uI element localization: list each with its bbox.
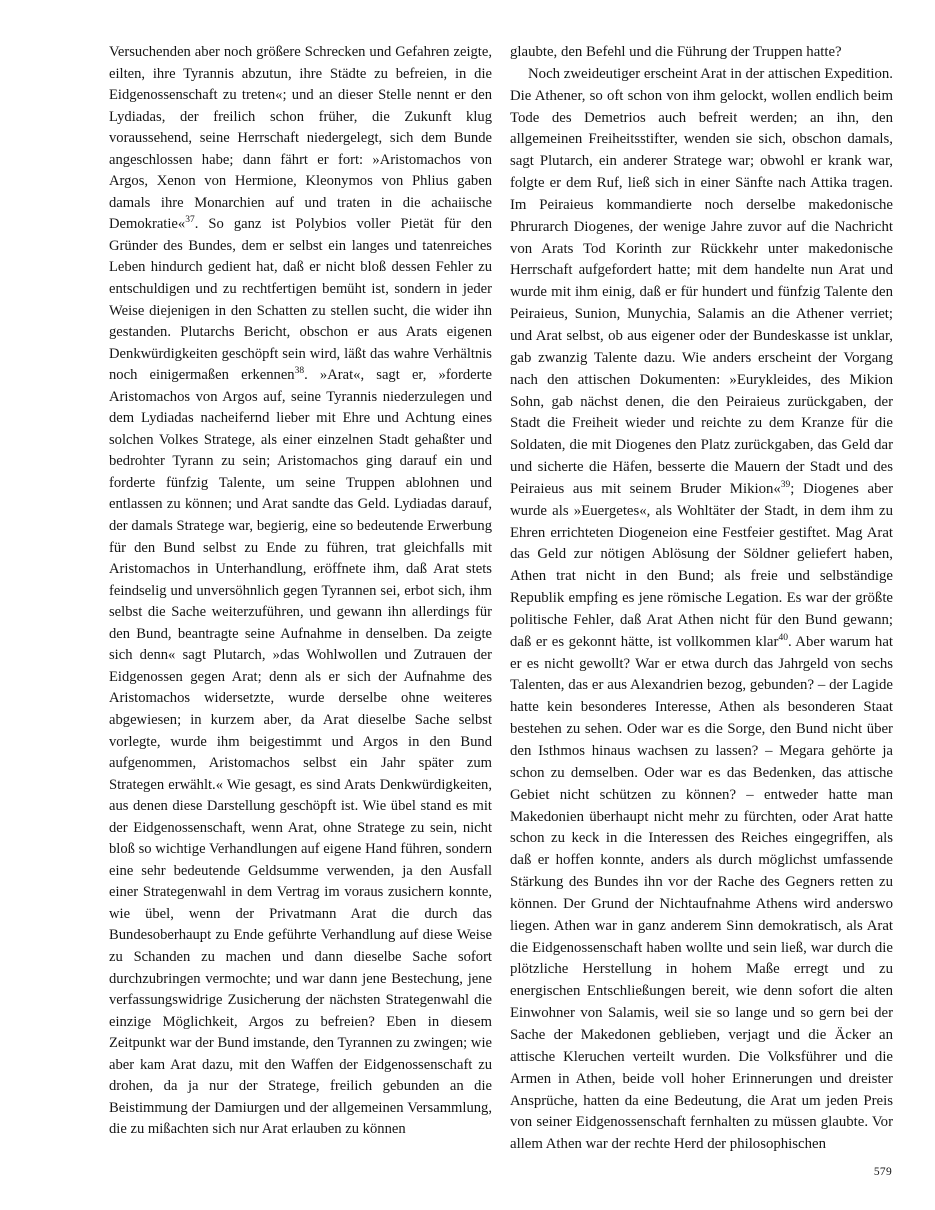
footnote-ref-37[interactable]: 37 [185, 215, 195, 226]
text-run: . So ganz ist Polybios voller Pietät für den Gründer des Bundes, dem er selbst ein langes und tatenreiches Leben hindurch gedient hat, daß er nicht bloß dessen Fehler zu entschuldigen und zu rechtfertigen bemüht ist, sondern in jeder Weise diejenigen in den Schatten zu stellen sucht, die wider ihn gestanden. Plutarchs Bericht, obschon er aus Arats eigenen Denkwürdigkeiten geschöpft sein wird, läßt das wahre Verhältnis noch einigermaßen erkennen [109, 216, 492, 384]
paragraph [109, 42, 492, 1141]
right-column [510, 42, 893, 1156]
paragraph [510, 42, 893, 64]
footnote-ref-40[interactable]: 40 [778, 632, 788, 643]
text-run: Versuchenden aber noch größere Schrecken und Gefahren zeigte, eilten, ihre Tyrannis abzutun, ihre Städte zu befreien, in die Eidgenossenschaft zu treten«; und an dieser Stelle nennt er den Lydiadas, der freilich schon früher, die Zukunft klug voraussehend, seine Herrschaft niedergelegt, sich dem Bunde angeschlossen habe; dann fährt er fort: »Aristomachos von Argos, Xenon von Hermione, Kleonymos von Phlius gaben damals ihre Monarchien auf und traten in die achaiische Demokratie« [109, 44, 492, 233]
left-column [109, 42, 492, 1141]
text-run: ; Diogenes aber wurde als »Euergetes«, als Wohltäter der Stadt, in dem ihm zu Ehren errichteten Diogeneion eine Festfeier gestiftet. Mag Arat das Geld zur nötigen Ablösung der Söldner geliefert haben, Athen trat nicht in den Bund; als freie und selbständige Republik empfing es jene römische Legation. Es war der größte politische Fehler, daß Arat Athen nicht für den Bund gewann; daß er es gekonnt hätte, ist vollkommen klar [510, 480, 894, 650]
text-run: . »Arat«, sagt er, »forderte Aristomachos von Argos auf, seine Tyrannis niederzulegen und dem Lydiadas nacheifernd lieber mit Ehre und Achtung eines solchen Volkes Stratege, als einer einzelnen Stadt gehaßter und bedrohter Tyrann zu sein; Aristomachos ging darauf ein und forderte fünfzig Talente, um seine Truppen ablohnen und entlassen zu können; und Arat sandte das Geld. Lydiadas darauf, der damals Stratege war, begierig, eine so bedeutende Erwerbung für den Bund selbst zu Ende zu führen, trat gleichfalls mit Aristomachos in Unterhandlung, eröffnete ihm, daß Arat stets feindselig und unversöhnlich gegen Tyrannen sei, erbot sich, ihm selbst die Sache weiterzuführen, und gewann ihn allerdings für den Bund, beantragte seine Aufnahme in denselben. Da zeigte sich denn« sagt Plutarch, »das Wohlwollen und Zutrauen der Eidgenossen gegen Arat; denn als er sich der Aufnahme des Aristomachos widersetzte, wurde derselbe ohne weiteres abgewiesen; in kurzem aber, da Arat dieselbe Sache selbst vorlegte, wurde ihm beigestimmt und Argos in den Bund aufgenommen, Aristomachos selbst ein Jahr später zum Strategen erwählt.« Wie gesagt, es sind Arats Denkwürdigkeiten, aus denen diese Darstellung geschöpft ist. Wie übel stand es mit der Eidgenossenschaft, wenn Arat, ohne Stratege zu sein, nicht bloß so wichtige Verhandlungen auf eigene Hand führen, sondern eine sehr bedeutende Geldsumme verwenden, ja den Ausfall einer Strategenwahl in dem Vertrag im voraus zusichern konnte, wie übel, wenn der Privatmann Arat die durch das Bundesoberhaupt zu Ende geführte Verhandlung auf diese Weise zu Schanden zu machen und dann dieselbe Sache sofort durchzubringen vermochte; und war dann jene Bestechung, jene verfassungswidrige Zusicherung der nächsten Strategenwahl die einzige Möglichkeit, Argos zu befreien? Eben in diesem Zeitpunkt war der Bund imstande, den Tyrannen zu zwingen; wie aber kam Arat dazu, mit den Waffen der Eidgenossenschaft zu drohen, da ja nur der Stratege, freilich gebunden an die Beistimmung der Damiurgen und der allgemeinen Versammlung, die zu mißachten sich nur Arat erlauben zu können [109, 367, 492, 1138]
page-number: 579 [873, 1166, 892, 1178]
paragraph [510, 64, 893, 1156]
text-run: glaubte, den Befehl und die Führung der Truppen hatte? [510, 44, 842, 60]
footnote-ref-39[interactable]: 39 [780, 479, 791, 490]
text-run: . Aber warum hat er es nicht gewollt? War er etwa durch das Jahrgeld von sechs Talenten, das er aus Alexandrien bezog, gebunden? – der Lagide hatte kein besonderes Interesse, Athen als besonderen Staat bestehen zu sehen. Oder war es die Sorge, den Bund nicht über den Isthmos hinaus wachsen zu lassen? – Megara gehörte ja schon zu demselben. Oder war es das Bedenken, das attische Gebiet nicht schützen zu können? – entweder hatte man Makedonien überhaupt nicht mehr zu fürchten, oder Arat hatte schon zu keck in die Interessen des Reiches eingegriffen, als daß er hoffen konnte, anders als durch möglichst umfassende Stärkung des Bundes ihn vor der Rache des Gegners retten zu können. Der Grund der Nichtaufnahme Athens wird anderswo liegen. Athen war in ganz anderem Sinn demokratisch, als Arat die Eidgenossenschaft haben wollte und sein ließ, war durch die plötzliche Herstellung in hohem Maße erregt und zu energischen Entschließungen bereit, wie denn sofort die alten Einwohner von Salamis, weil sie so lange und so gern bei der Sache der Makedonen geblieben, verjagt und die Äcker an attische Kleruchen verteilt wurden. Die Volksführer und die Armen in Athen, beide voll hoher Erinnerungen und dreister Ansprüche, hatten da eine Bedeutung, die Arat um jeden Preis von seiner Eidgenossenschaft fernhalten zu müssen glaubte. Vor allem Athen war der rechte Herd der philosophischen [510, 633, 893, 1153]
footnote-ref-38[interactable]: 38 [294, 366, 305, 377]
text-run: Noch zweideutiger erscheint Arat in der attischen Expedition. Die Athener, so oft schon von ihm gelockt, wollen endlich beim Tode des Demetrios auch befreit werden; an ihn, den allgemeinen Freiheitsstifter, wenden sie sich, obschon damals, sagt Plutarch, ein anderer Stratege war; obwohl er krank war, folgte er dem Ruf, ließ sich in einer Sänfte nach Attika tragen. Im Peiraieus kommandierte noch derselbe makedonische Phrurarch Diogenes, der wenige Jahre zuvor auf die Nachricht von Arats Tod Korinth zur Rückkehr unter makedonische Herrschaft aufgefordert hatte; mit dem handelte nun Arat und wurde mit ihm einig, daß er für hundert und fünfzig Talente den Peiraieus, Sunion, Munychia, Salamis an die Athener verriet; und Arat selbst, ob aus eigener oder der Bundeskasse ist unklar, gab zwanzig Talente dazu. Wie anders erscheint der Vorgang nach den attischen Dokumenten: »Eurykleides, des Mikion Sohn, gab nächst denen, die den Peiraieus zurückgaben, der Stadt die Freiheit wieder und reichte zu dem Kranze für die Soldaten, die mit Diogenes den Platz zurückgaben, das Geld dar und sicherte die Häfen, besserte die Mauern der Stadt und des Peiraieus aus mit seinem Bruder Mikion« [510, 65, 893, 497]
